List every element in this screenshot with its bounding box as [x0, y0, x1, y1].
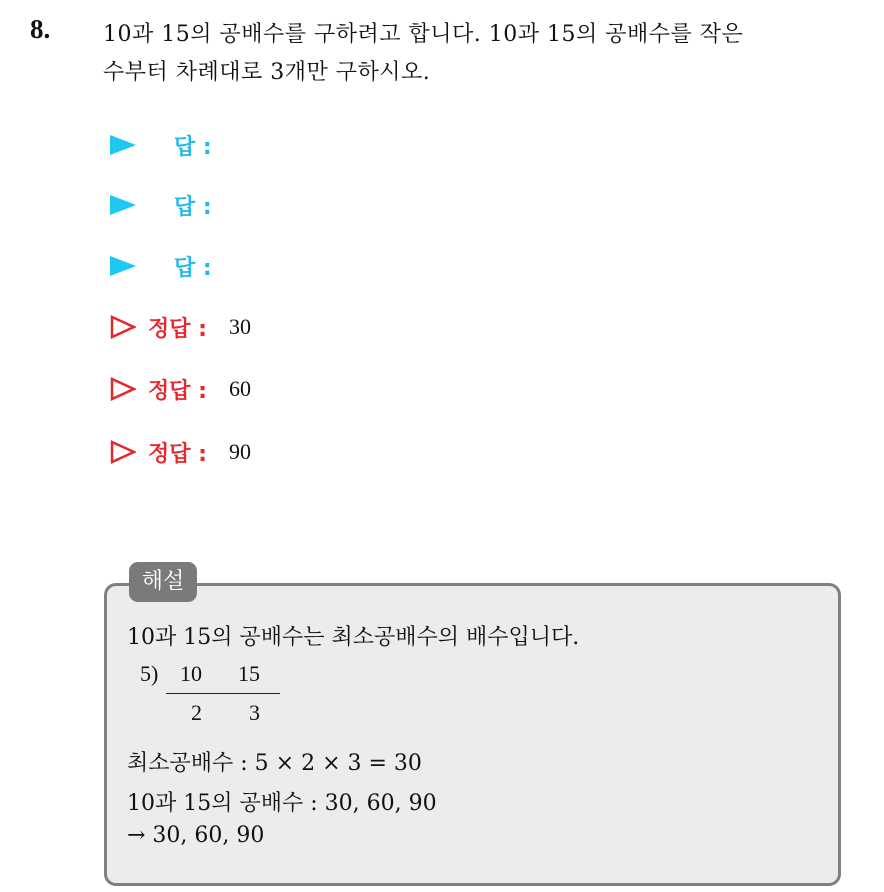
solution-lcm-line: 최소공배수 : 5 × 2 × 3 = 30	[127, 751, 422, 776]
answer-label: 답 :	[174, 255, 212, 281]
division-divisor: 5)	[140, 661, 159, 686]
question-number: 8.	[30, 14, 51, 44]
outline-triangle-icon	[110, 377, 136, 401]
division-dividend-1: 10	[180, 661, 202, 686]
division-rule	[166, 693, 280, 694]
play-triangle-icon	[110, 135, 136, 155]
question-text	[103, 16, 873, 92]
division-dividend-2: 15	[238, 661, 260, 686]
correct-answer-value: 90	[228, 439, 251, 464]
correct-answer-label: 정답 :	[148, 316, 207, 342]
answer-blank-2[interactable]	[110, 190, 212, 220]
question-line-2: 수부터 차례대로 3개만 구하시오.	[103, 60, 431, 85]
solution-intro: 10과 15의 공배수는 최소공배수의 배수입니다.	[127, 625, 580, 650]
answer-blank-1[interactable]	[110, 130, 212, 160]
correct-answer-label: 정답 :	[148, 441, 207, 467]
correct-answer-value: 60	[228, 376, 251, 401]
answer-label: 답 :	[174, 194, 212, 220]
solution-final-line: → 30, 60, 90	[127, 823, 265, 848]
correct-answer-value: 30	[228, 314, 251, 339]
correct-answer-1	[110, 312, 251, 342]
play-triangle-icon	[110, 256, 136, 276]
answer-label: 답 :	[174, 134, 212, 160]
division-quotient-1: 2	[191, 700, 202, 725]
question-line-1: 10과 15의 공배수를 구하려고 합니다. 10과 15의 공배수를 작은	[103, 22, 744, 47]
division-quotient-2: 3	[249, 700, 260, 725]
answer-blank-3[interactable]	[110, 251, 212, 281]
outline-triangle-icon	[110, 315, 136, 339]
solution-multiples-line: 10과 15의 공배수 : 30, 60, 90	[127, 791, 437, 816]
play-triangle-icon	[110, 195, 136, 215]
outline-triangle-icon	[110, 440, 136, 464]
correct-answer-label: 정답 :	[148, 378, 207, 404]
correct-answer-3	[110, 437, 251, 467]
solution-tab: 해설	[129, 562, 197, 602]
correct-answer-2	[110, 374, 251, 404]
